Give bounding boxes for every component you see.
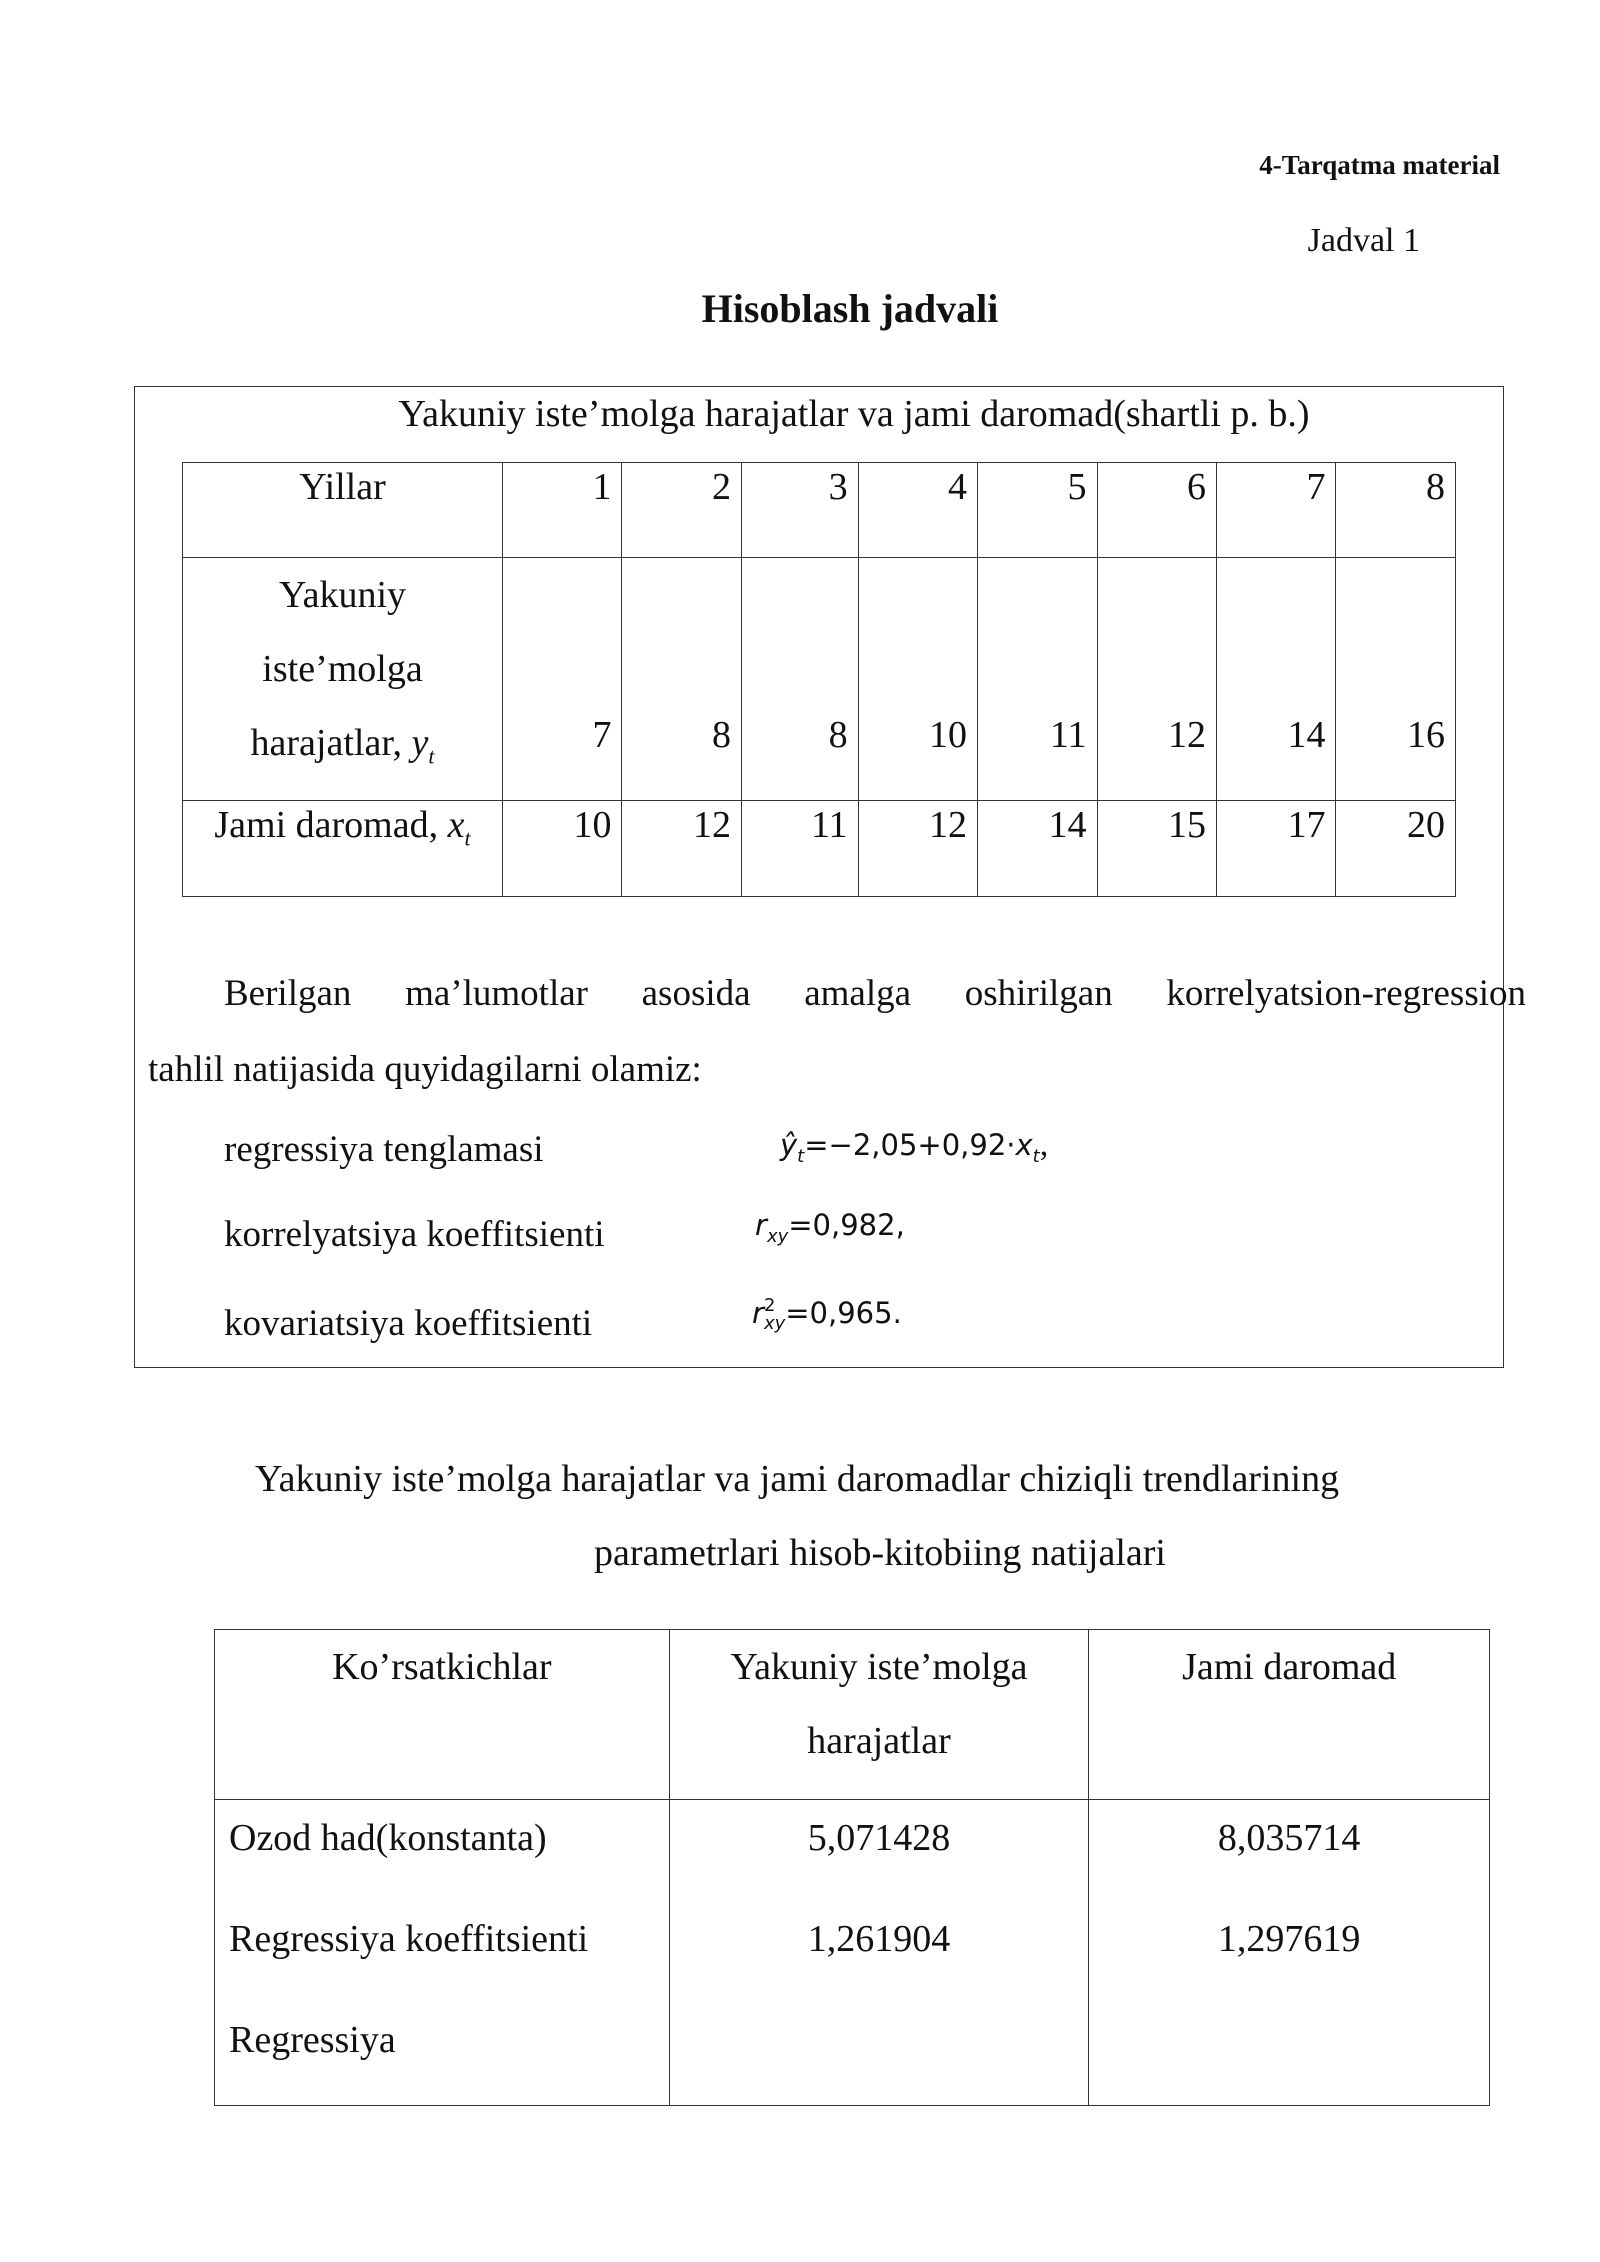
table-row [183, 558, 1456, 801]
value-cell: 1,297619 [1217, 1918, 1361, 1960]
header-consumption: Yakuniy iste’molga harajatlar [669, 1630, 1089, 1800]
year-cell: 2 [622, 463, 741, 558]
handout-label: 4-Tarqatma material [1259, 150, 1500, 180]
income-cell: 20 [1336, 801, 1456, 897]
result-label-regression: regressiya tenglamasi [224, 1129, 544, 1170]
covariation-formula: r 2 xy =0,965. [752, 1295, 902, 1334]
income-cell: 12 [622, 801, 741, 897]
table-row [215, 1800, 1490, 2106]
label-line: harajatlar, $y_t$ [250, 722, 435, 769]
table-row [183, 801, 1456, 897]
label-line: iste’molga [262, 648, 423, 690]
value-cell: 5,071428 [807, 1817, 951, 1859]
income-cell: 14 [978, 801, 1097, 897]
trend-parameters-table [214, 1629, 1490, 2106]
label-line: Yakuniy [278, 574, 407, 616]
consumption-cell: 8 [622, 558, 741, 801]
value-cell: 8,035714 [1217, 1817, 1361, 1859]
table-row [183, 463, 1456, 558]
value-cell: 1,261904 [807, 1918, 951, 1960]
consumption-cell: 10 [858, 558, 977, 801]
value-cell [1090, 2003, 1488, 2104]
table2-caption-cont: parametrlari hisob-kitobiing natijalari [594, 1532, 1166, 1574]
income-cell: 17 [1216, 801, 1335, 897]
correlation-formula: $r_{xy}=0,982$, [755, 1208, 905, 1247]
row-label: Regressiya koeffitsienti [229, 1918, 589, 1960]
header-income: Jami daromad [1089, 1630, 1490, 1800]
result-label-covariation: kovariatsiya koeffitsienti [224, 1303, 593, 1344]
income-cell: 15 [1097, 801, 1216, 897]
value-cell [671, 2003, 1088, 2104]
year-cell: 8 [1336, 463, 1456, 558]
result-label-correlation: korrelyatsiya koeffitsienti [224, 1214, 605, 1255]
year-cell: 3 [741, 463, 858, 558]
row-label-consumption [183, 558, 503, 801]
consumption-cell: 14 [1216, 558, 1335, 801]
table2-caption: Yakuniy iste’molga harajatlar va jami daromadlar chiziqli trendlarining [255, 1458, 1340, 1500]
table1-caption: Yakuniy iste’molga harajatlar va jami daromad(shartli p. b.) [398, 393, 1310, 435]
data-table [182, 462, 1456, 897]
intro-paragraph-cont: tahlil natijasida quyidagilarni olamiz: [148, 1049, 702, 1090]
income-cell: 12 [858, 801, 977, 897]
income-cell: 11 [741, 801, 858, 897]
consumption-cell: 16 [1336, 558, 1456, 801]
consumption-cell: 11 [978, 558, 1097, 801]
consumption-values [669, 1800, 1089, 2106]
indicator-labels [215, 1800, 670, 2106]
header-indicators: Ko’rsatkichlar [215, 1630, 670, 1800]
intro-paragraph: Berilgan ma’lumotlar asosida amalga oshirilgan korrelyatsion-regression [224, 973, 1526, 1014]
consumption-cell: 8 [741, 558, 858, 801]
row-label-income: Jami daromad, $x_t$ [183, 801, 503, 897]
consumption-cell: 12 [1097, 558, 1216, 801]
year-cell: 6 [1097, 463, 1216, 558]
table-number: Jadval 1 [1307, 222, 1420, 259]
row-label: Regressiya [229, 2019, 396, 2061]
table-row [215, 1630, 1490, 1800]
year-cell: 5 [978, 463, 1097, 558]
income-cell: 10 [503, 801, 622, 897]
row-label-years: Yillar [183, 463, 503, 558]
year-cell: 4 [858, 463, 977, 558]
consumption-cell: 7 [503, 558, 622, 801]
year-cell: 7 [1216, 463, 1335, 558]
regression-formula: $ŷ_t=-2,05+0,92\cdot x_t$, [780, 1126, 1049, 1167]
page-title: Hisoblash jadvali [701, 286, 999, 331]
row-label: Ozod had(konstanta) [229, 1817, 547, 1859]
year-cell: 1 [503, 463, 622, 558]
income-values [1089, 1800, 1490, 2106]
